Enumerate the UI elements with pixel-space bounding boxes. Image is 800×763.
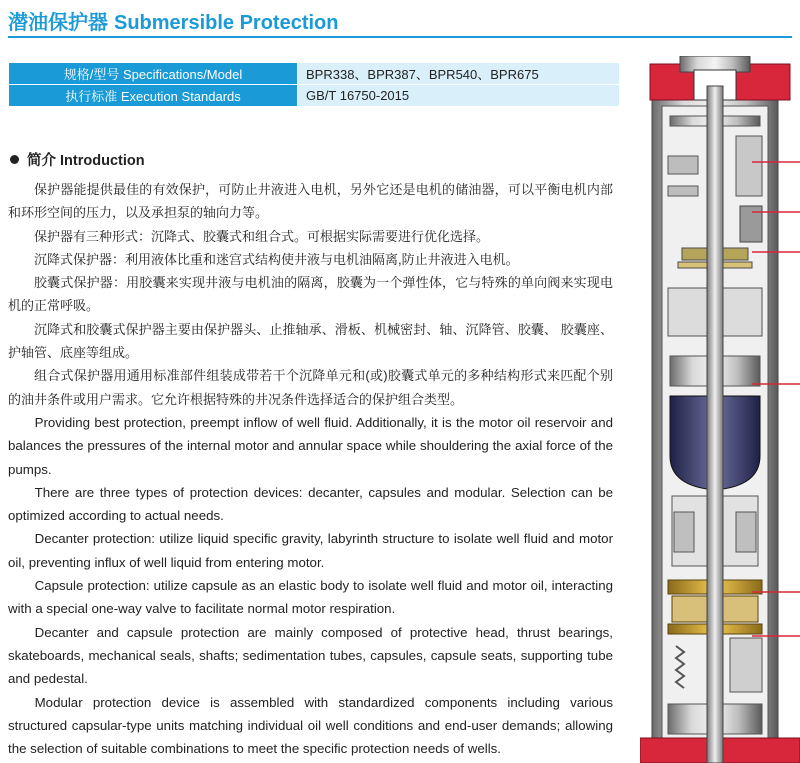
spec-row-standard [9,85,620,107]
intro-paragraph-cn: 组合式保护器用通用标准部件组装成带若干个沉降单元和(或)胶囊式单元的多种结构形式来匹配个别的油井条件或用户需求。它允许根据特殊的井况条件选择适合的保护组合类型。 [8,368,613,407]
spec-label-model: 规格/型号 Specifications/Model [9,63,298,85]
intro-paragraph-en: There are three types of protection devices: decanter, capsules and modular. Selection can be optimized according to actual needs. [8,484,613,524]
intro-paragraph-cn: 胶囊式保护器：用胶囊来实现井液与电机油的隔离，胶囊为一个弹性体，它与特殊的单向阀来实现电机的正常呼吸。 [8,275,613,314]
page-title-cn: 潜油保护器 [8,12,108,34]
spec-table [8,62,620,107]
title-divider [8,36,792,38]
page-title [8,6,339,35]
intro-paragraph-cn: 沉降式保护器：利用液体比重和迷宫式结构使井液与电机油隔离,防止井液进入电机。 [34,251,519,267]
intro-heading-text: 简介 Introduction [27,153,145,169]
spec-value-standard: GB/T 16750-2015 [298,85,620,107]
intro-body [8,178,613,760]
intro-paragraph-cn: 保护器有三种形式：沉降式、胶囊式和组合式。可根据实际需要进行优化选择。 [34,228,490,244]
protector-cutaway-image [640,56,800,763]
intro-paragraph-cn: 沉降式和胶囊式保护器主要由保护器头、止推轴承、滑板、机械密封、轴、沉降管、胶囊、 胶囊座、护轴管、底座等组成。 [8,321,613,361]
intro-heading [10,149,145,170]
intro-paragraph-en: Modular protection device is assembled with standardized components including various structured capsular-type units matching individual oil well conditions and end-user demands; allowing the selection of suitable combinations to meet the specific protection needs of wells. [8,694,613,757]
bullet-icon [10,155,19,164]
intro-paragraph-en: Decanter and capsule protection are mainly composed of protective head, thrust bearings, skateboards, mechanical seals, shafts; sedimentation tubes, capsules, capsule seats, supporting tube and pedestal. [8,624,613,687]
spec-row-model [9,63,620,85]
spec-label-standard: 执行标准 Execution Standards [9,85,298,107]
intro-paragraph-en: Decanter protection: utilize liquid specific gravity, labyrinth structure to isolate well fluid and motor oil, preventing influx of well liquid from entering motor. [8,531,613,570]
intro-paragraph-en: Providing best protection, preempt inflow of well fluid. Additionally, it is the motor oil reservoir and balances the pressures of the internal motor and annular space while shouldering the axial force of the pumps. [8,414,613,477]
page-title-en: Submersible Protection [114,12,339,34]
spec-value-model: BPR338、BPR387、BPR540、BPR675 [298,63,620,85]
intro-paragraph-en: Capsule protection: utilize capsule as an elastic body to isolate well fluid and motor oil, interacting with a special one-way valve to facilitate normal motor respiration. [8,578,613,617]
intro-paragraph-cn: 保护器能提供最佳的有效保护，可防止井液进入电机，另外它还是电机的储油器，可以平衡电机内部和环形空间的压力，以及承担泵的轴向力等。 [8,182,613,221]
